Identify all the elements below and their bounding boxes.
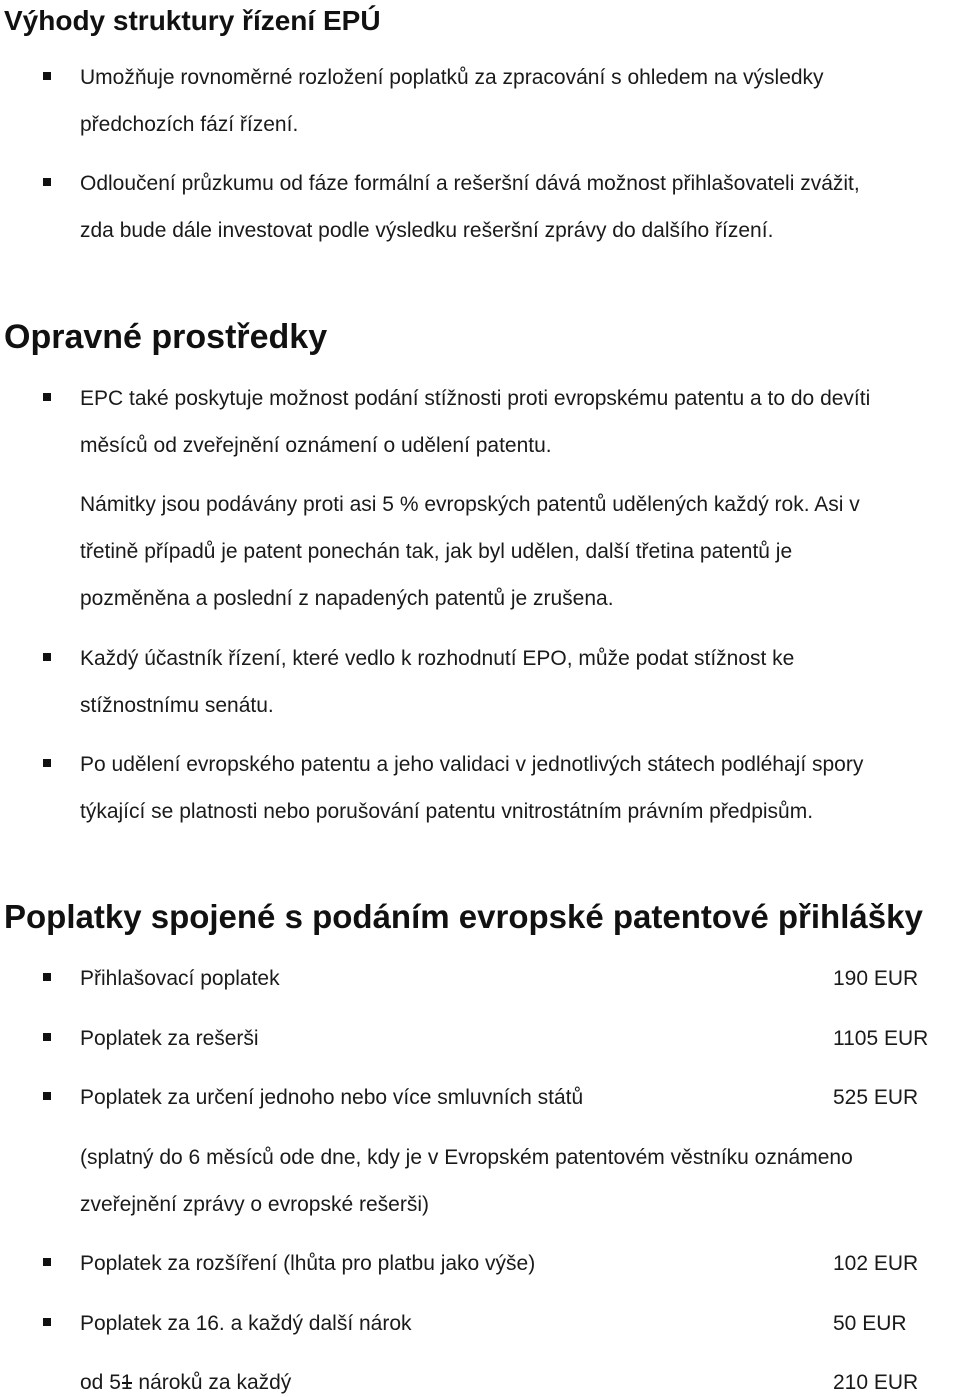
bullet-text-line: Každý účastník řízení, které vedlo k rozhodnutí EPO, může podat stížnost ke (80, 647, 795, 670)
bullet-square-icon (43, 393, 51, 401)
fee-label: Poplatek za rozšíření (lhůta pro platbu jako výše) (80, 1252, 536, 1275)
subfee-label: od 51 nároků za každý (80, 1371, 292, 1394)
bullet-square-icon (43, 653, 51, 661)
fee-note-line: zveřejnění zprávy o evropské rešerši) (80, 1193, 429, 1216)
bullet-text-line: týkající se platnosti nebo porušování patentu vnitrostátním právním předpisům. (80, 800, 814, 823)
bullet-text-line: Odloučení průzkumu od fáze formální a rešeršní dává možnost přihlašovateli zvážit, (80, 172, 860, 195)
bullet-square-icon (43, 72, 51, 80)
fee-label: Poplatek za určení jednoho nebo více smluvních států (80, 1086, 584, 1109)
fee-amount: 102 EUR (833, 1252, 919, 1275)
fee-amount: 190 EUR (833, 967, 919, 990)
fee-amount: 1105 EUR (833, 1027, 929, 1050)
bullet-text-line: Umožňuje rovnoměrné rozložení poplatků za zpracování s ohledem na výsledky (80, 66, 824, 89)
bullet-square-icon (43, 178, 51, 186)
bullet-square-icon (43, 973, 51, 981)
bullet-text-line: EPC také poskytuje možnost podání stížnosti proti evropskému patentu a to do devíti (80, 387, 871, 410)
bullet-square-icon (43, 1258, 51, 1266)
bullet-text-line: Po udělení evropského patentu a jeho validaci v jednotlivých státech podléhají spory (80, 753, 864, 776)
fee-label: Poplatek za rešerši (80, 1027, 259, 1050)
bullet-square-icon (43, 1318, 51, 1326)
fee-note-line: (splatný do 6 měsíců ode dne, kdy je v Evropském patentovém věstníku oznámeno (80, 1146, 853, 1169)
bullet-square-icon (43, 759, 51, 767)
fee-amount: 50 EUR (833, 1312, 907, 1335)
fee-amount: 525 EUR (833, 1086, 919, 1109)
paragraph-text-line: Námitky jsou podávány proti asi 5 % evropských patentů udělených každý rok. Asi v (80, 493, 860, 516)
bullet-text-line: předchozích fází řízení. (80, 113, 299, 136)
subfee-amount: 210 EUR (833, 1371, 919, 1394)
fee-label: Poplatek za 16. a každý další nárok (80, 1312, 412, 1335)
section-heading-remedies: Opravné prostředky (4, 318, 328, 356)
bullet-text-line: stížnostnímu senátu. (80, 694, 274, 717)
bullet-square-icon (43, 1033, 51, 1041)
paragraph-text-line: pozměněna a poslední z napadených patentů je zrušena. (80, 587, 614, 610)
bullet-square-icon (43, 1092, 51, 1100)
paragraph-text-line: třetině případů je patent ponechán tak, jak byl udělen, další třetina patentů je (80, 540, 793, 563)
bullet-text-line: zda bude dále investovat podle výsledku rešeršní zprávy do dalšího řízení. (80, 219, 774, 242)
section-heading-filing-fees: Poplatky spojené s podáním evropské patentové přihlášky (4, 898, 923, 935)
bullet-text-line: měsíců od zveřejnění oznámení o udělení patentu. (80, 434, 552, 457)
section-heading-epu-structure-advantages: Výhody struktury řízení EPÚ (4, 5, 381, 36)
fee-label: Přihlašovací poplatek (80, 967, 280, 990)
